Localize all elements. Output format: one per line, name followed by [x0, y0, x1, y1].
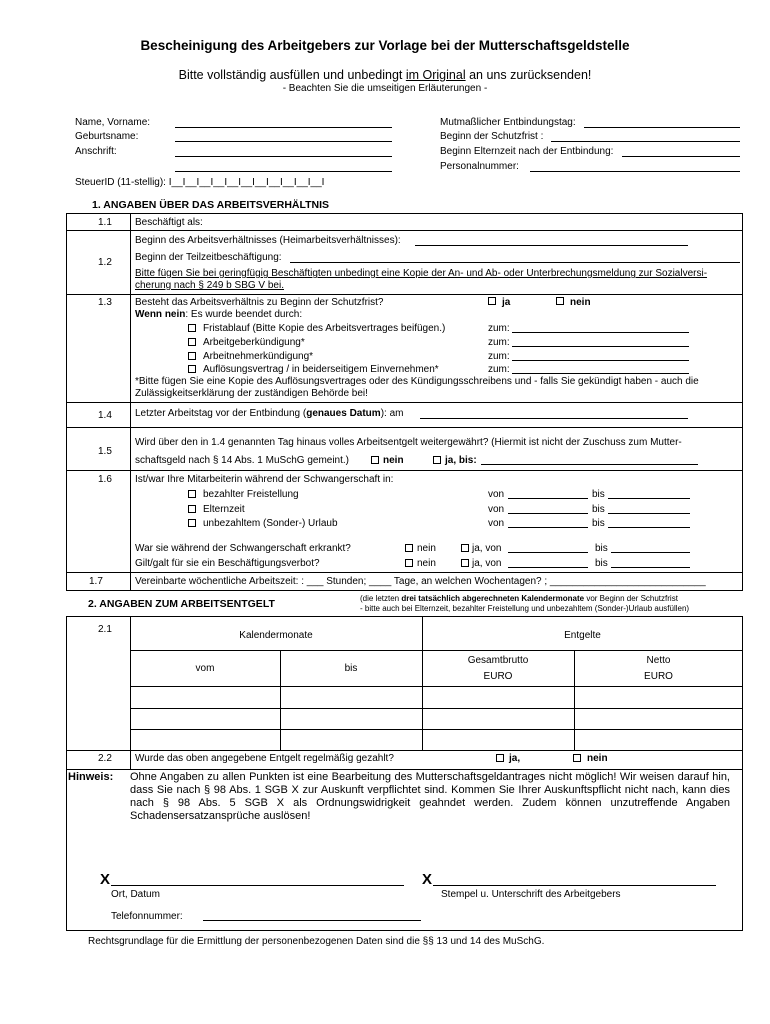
row-1-4-num: 1.4	[98, 410, 112, 421]
sick-no-label: nein	[417, 543, 436, 554]
legal-basis: Rechtsgrundlage für die Ermittlung der personenbezogenen Daten sind die §§ 13 und 14 des MuSchG.	[88, 936, 545, 947]
row-divider	[130, 729, 743, 730]
employment-start-field[interactable]	[415, 245, 688, 246]
last-workday-label	[135, 408, 403, 419]
regular-pay-question: Wurde das oben angegebene Entgelt regelmäßig gezahlt?	[135, 753, 394, 764]
von-label: von	[488, 489, 505, 500]
row-2-1-num: 2.1	[98, 624, 112, 635]
parental-start-field[interactable]	[622, 156, 740, 157]
bis-label: bis	[595, 558, 608, 569]
ban-yes-checkbox[interactable]	[461, 559, 469, 567]
employment-exists-question: Besteht das Arbeitsverhältnis zu Beginn der Schutzfrist?	[135, 297, 384, 308]
last-workday-bold: genaues Datum	[306, 408, 381, 419]
phone-field[interactable]	[203, 920, 421, 921]
end-reason-checkbox[interactable]	[188, 365, 196, 373]
to-header: bis	[344, 663, 358, 674]
to-date-field[interactable]	[608, 527, 690, 528]
von-label: von	[488, 518, 505, 529]
instruction-original: im Original	[405, 68, 466, 82]
pregnancy-status-label: bezahlter Freistellung	[203, 489, 299, 500]
end-reason-label: Arbeitnehmerkündigung*	[203, 351, 314, 362]
row-divider	[66, 402, 743, 403]
bis-label: bis	[592, 518, 605, 529]
row-divider	[66, 470, 743, 471]
from-date-field[interactable]	[508, 498, 588, 499]
regular-pay-no-checkbox[interactable]	[573, 754, 581, 762]
sick-question: War sie während der Schwangerschaft erkrankt?	[135, 543, 351, 554]
row-2-2-num: 2.2	[98, 753, 112, 764]
steuer-id-label: SteuerID (11-stellig):	[75, 177, 166, 188]
regular-pay-no-label: nein	[587, 753, 608, 764]
row-1-7-num: 1.7	[89, 576, 103, 587]
gross-header: Gesamtbrutto	[467, 655, 529, 666]
zum-label: zum:	[488, 364, 510, 375]
last-workday-field[interactable]	[420, 418, 688, 419]
place-date-field[interactable]	[111, 885, 404, 886]
stamp-signature-label: Stempel u. Unterschrift des Arbeitgebers	[441, 889, 621, 900]
bis-label: bis	[592, 504, 605, 515]
termination-footnote-1: *Bitte fügen Sie eine Kopie des Auflösungsvertrages oder des Kündigungsschreibens und - falls Sie gekündigt haben - auch die	[135, 376, 699, 387]
parental-start-label: Beginn Elternzeit nach der Entbindung:	[440, 146, 614, 157]
ban-to-field[interactable]	[611, 567, 690, 568]
to-date-field[interactable]	[608, 498, 690, 499]
row-1-5-num: 1.5	[98, 446, 112, 457]
stamp-signature-field[interactable]	[433, 885, 716, 886]
pregnancy-status-checkbox[interactable]	[188, 505, 196, 513]
if-no-label	[135, 309, 302, 320]
full-pay-no-label: nein	[383, 455, 404, 466]
signature-x-left: X	[100, 871, 111, 888]
row-1-3-num: 1.3	[98, 297, 112, 308]
row-1-6-num: 1.6	[98, 474, 112, 485]
birthname-label: Geburtsname:	[75, 131, 139, 142]
full-pay-until-field[interactable]	[481, 464, 698, 465]
section2-title: 2. ANGABEN ZUM ARBEITSENTGELT	[88, 598, 275, 610]
employment-start-label: Beginn des Arbeitsverhältnisses (Heimarbeitsverhältnisses):	[135, 235, 401, 246]
zum-label: zum:	[488, 323, 510, 334]
zum-label: zum:	[488, 351, 510, 362]
end-date-field[interactable]	[512, 346, 689, 347]
row-divider	[66, 572, 743, 573]
from-header: vom	[195, 663, 215, 674]
sick-to-field[interactable]	[611, 552, 690, 553]
signature-x-right: X	[422, 871, 433, 888]
ban-no-checkbox[interactable]	[405, 559, 413, 567]
full-pay-question-2: schaftsgeld nach § 14 Abs. 1 MuSchG gemeint.)	[135, 455, 350, 466]
phone-label: Telefonnummer:	[111, 911, 183, 922]
from-date-field[interactable]	[508, 513, 588, 514]
end-date-field[interactable]	[512, 360, 689, 361]
ban-from-field[interactable]	[508, 567, 588, 568]
full-pay-question-1: Wird über den in 1.4 genannten Tag hinaus volles Arbeitsentgelt weitergewährt? (Hiermit ist nicht der Zuschuss zum Mutter-	[135, 437, 682, 448]
regular-pay-yes-checkbox[interactable]	[496, 754, 504, 762]
end-date-field[interactable]	[512, 373, 689, 374]
instruction-pre: Bitte vollständig ausfüllen und unbedingt	[178, 68, 406, 82]
regular-pay-yes-label: ja,	[509, 753, 521, 764]
yes-label: ja	[502, 297, 511, 308]
note-post: vor Beginn der Schutzfrist	[584, 594, 678, 603]
protection-start-label: Beginn der Schutzfrist :	[440, 131, 544, 142]
ban-question: Gilt/galt für sie ein Beschäftigungsverbot?	[135, 558, 320, 569]
parttime-start-field[interactable]	[290, 262, 740, 263]
if-no-rest: : Es wurde beendet durch:	[185, 309, 303, 320]
due-date-field[interactable]	[584, 127, 740, 128]
end-reason-checkbox[interactable]	[188, 324, 196, 332]
to-date-field[interactable]	[608, 513, 690, 514]
termination-footnote-2: Zulässigkeitserklärung der zuständigen Behörde bei!	[135, 388, 368, 399]
pregnancy-status-label: unbezahltem (Sonder-) Urlaub	[203, 518, 338, 529]
name-label: Name, Vorname:	[75, 117, 151, 128]
ban-yes-label: ja, von	[472, 558, 502, 569]
end-date-field[interactable]	[512, 332, 689, 333]
note-pre: (die letzten	[360, 594, 402, 603]
no-label: nein	[570, 297, 591, 308]
steuer-id-boxes[interactable]: I__I__I__I__I__I__I__I__I__I__I__I	[168, 177, 325, 188]
notice-text: Ohne Angaben zu allen Punkten ist eine Bearbeitung des Mutterschaftsgeldantrages nicht möglich! Wir weisen darauf hin, dass Sie nach § 98 Abs. 1 SGB X zur Auskunft verpflichtet sind. Kommen Sie Ihrer Auskunftspflicht nicht nach, kann dies nach § 98 Abs. 5 SGB X als Ordnungswidrigkeit geahndet werden. Zudem können unzutreffende Angaben Schadensersatzansprüche auslösen!	[130, 771, 730, 822]
row-divider	[130, 686, 743, 687]
sick-yes-label: ja, von	[472, 543, 502, 554]
section2-note-1	[360, 594, 678, 603]
zum-label: zum:	[488, 337, 510, 348]
page-title: Bescheinigung des Arbeitgebers zur Vorlage bei der Mutterschaftsgeldstelle	[140, 38, 630, 53]
personnel-no-field[interactable]	[530, 171, 740, 172]
personnel-no-label: Personalnummer:	[440, 161, 519, 172]
end-reason-label: Fristablauf (Bitte Kopie des Arbeitsvertrages beifügen.)	[203, 323, 446, 334]
row-1-2-num: 1.2	[98, 257, 112, 268]
von-label: von	[488, 504, 505, 515]
address-label: Anschrift:	[75, 146, 117, 157]
full-pay-yes-checkbox[interactable]	[433, 456, 441, 464]
sick-from-field[interactable]	[508, 552, 588, 553]
employment-exists-no-checkbox[interactable]	[556, 297, 564, 305]
row-divider	[130, 708, 743, 709]
if-no-bold: Wenn nein	[135, 309, 186, 320]
pregnancy-status-question: Ist/war Ihre Mitarbeiterin während der Schwangerschaft in:	[135, 474, 394, 485]
address-field-1[interactable]	[175, 156, 392, 157]
end-reason-label: Arbeitgeberkündigung*	[203, 337, 305, 348]
months-header: Kalendermonate	[239, 630, 313, 641]
from-date-field[interactable]	[508, 527, 588, 528]
last-workday-post: ): am	[380, 408, 404, 419]
ban-no-label: nein	[417, 558, 436, 569]
section1-title: 1. ANGABEN ÜBER DAS ARBEITSVERHÄLTNIS	[92, 199, 330, 211]
row-divider	[130, 650, 743, 651]
protection-start-field[interactable]	[551, 141, 740, 142]
row-divider	[66, 230, 743, 231]
instruction	[0, 68, 770, 82]
instruction-hint: - Beachten Sie die umseitigen Erläuterungen -	[282, 83, 488, 94]
due-date-label: Mutmaßlicher Entbindungstag:	[440, 117, 576, 128]
employment-exists-yes-checkbox[interactable]	[488, 297, 496, 305]
end-reason-label: Auflösungsvertrag / in beiderseitigem Einvernehmen*	[203, 364, 439, 375]
birthname-field[interactable]	[175, 141, 392, 142]
weekly-hours-label[interactable]: Vereinbarte wöchentliche Arbeitszeit: : ___ Stunden; ____ Tage, an welchen Wochentagen? ; ____________________________	[135, 576, 706, 587]
address-field-2[interactable]	[175, 171, 392, 172]
full-pay-no-checkbox[interactable]	[371, 456, 379, 464]
net-header: Netto	[646, 655, 671, 666]
row-1-1-num: 1.1	[98, 217, 112, 228]
sick-yes-checkbox[interactable]	[461, 544, 469, 552]
employed-as-label: Beschäftigt als:	[135, 217, 203, 228]
notice-label: Hinweis:	[68, 771, 114, 783]
name-field[interactable]	[175, 127, 392, 128]
row-divider	[66, 427, 743, 428]
last-workday-pre: Letzter Arbeitstag vor der Entbindung (	[135, 408, 307, 419]
note-bold: drei tatsächlich abgerechneten Kalendermonate	[401, 594, 585, 603]
minijob-note-2: cherung nach § 249 b SBG V bei.	[135, 280, 284, 291]
gross-currency: EURO	[483, 671, 513, 682]
bis-label: bis	[592, 489, 605, 500]
end-reason-checkbox[interactable]	[188, 338, 196, 346]
bis-label: bis	[595, 543, 608, 554]
full-pay-yes-label: ja, bis:	[445, 455, 477, 466]
pregnancy-status-checkbox[interactable]	[188, 519, 196, 527]
row-divider	[66, 294, 743, 295]
instruction-post: an uns zurücksenden!	[465, 68, 592, 82]
end-reason-checkbox[interactable]	[188, 352, 196, 360]
sick-no-checkbox[interactable]	[405, 544, 413, 552]
net-currency: EURO	[644, 671, 673, 682]
steuer-id	[75, 177, 324, 188]
parttime-start-label: Beginn der Teilzeitbeschäftigung:	[135, 252, 282, 263]
minijob-note-1: Bitte fügen Sie bei geringfügig Beschäftigten unbedingt eine Kopie der An- und Ab- oder Unterbrechungsmeldung zur Sozialversi-	[135, 268, 708, 279]
pregnancy-status-label: Elternzeit	[203, 504, 245, 515]
pregnancy-status-checkbox[interactable]	[188, 490, 196, 498]
section2-note-2: - bitte auch bei Elternzeit, bezahlter Freistellung und unbezahltem (Sonder-)Urlaub ausfüllen)	[360, 604, 690, 613]
row-divider	[66, 750, 743, 751]
pay-header: Entgelte	[564, 630, 601, 641]
place-date-label: Ort, Datum	[111, 889, 160, 900]
